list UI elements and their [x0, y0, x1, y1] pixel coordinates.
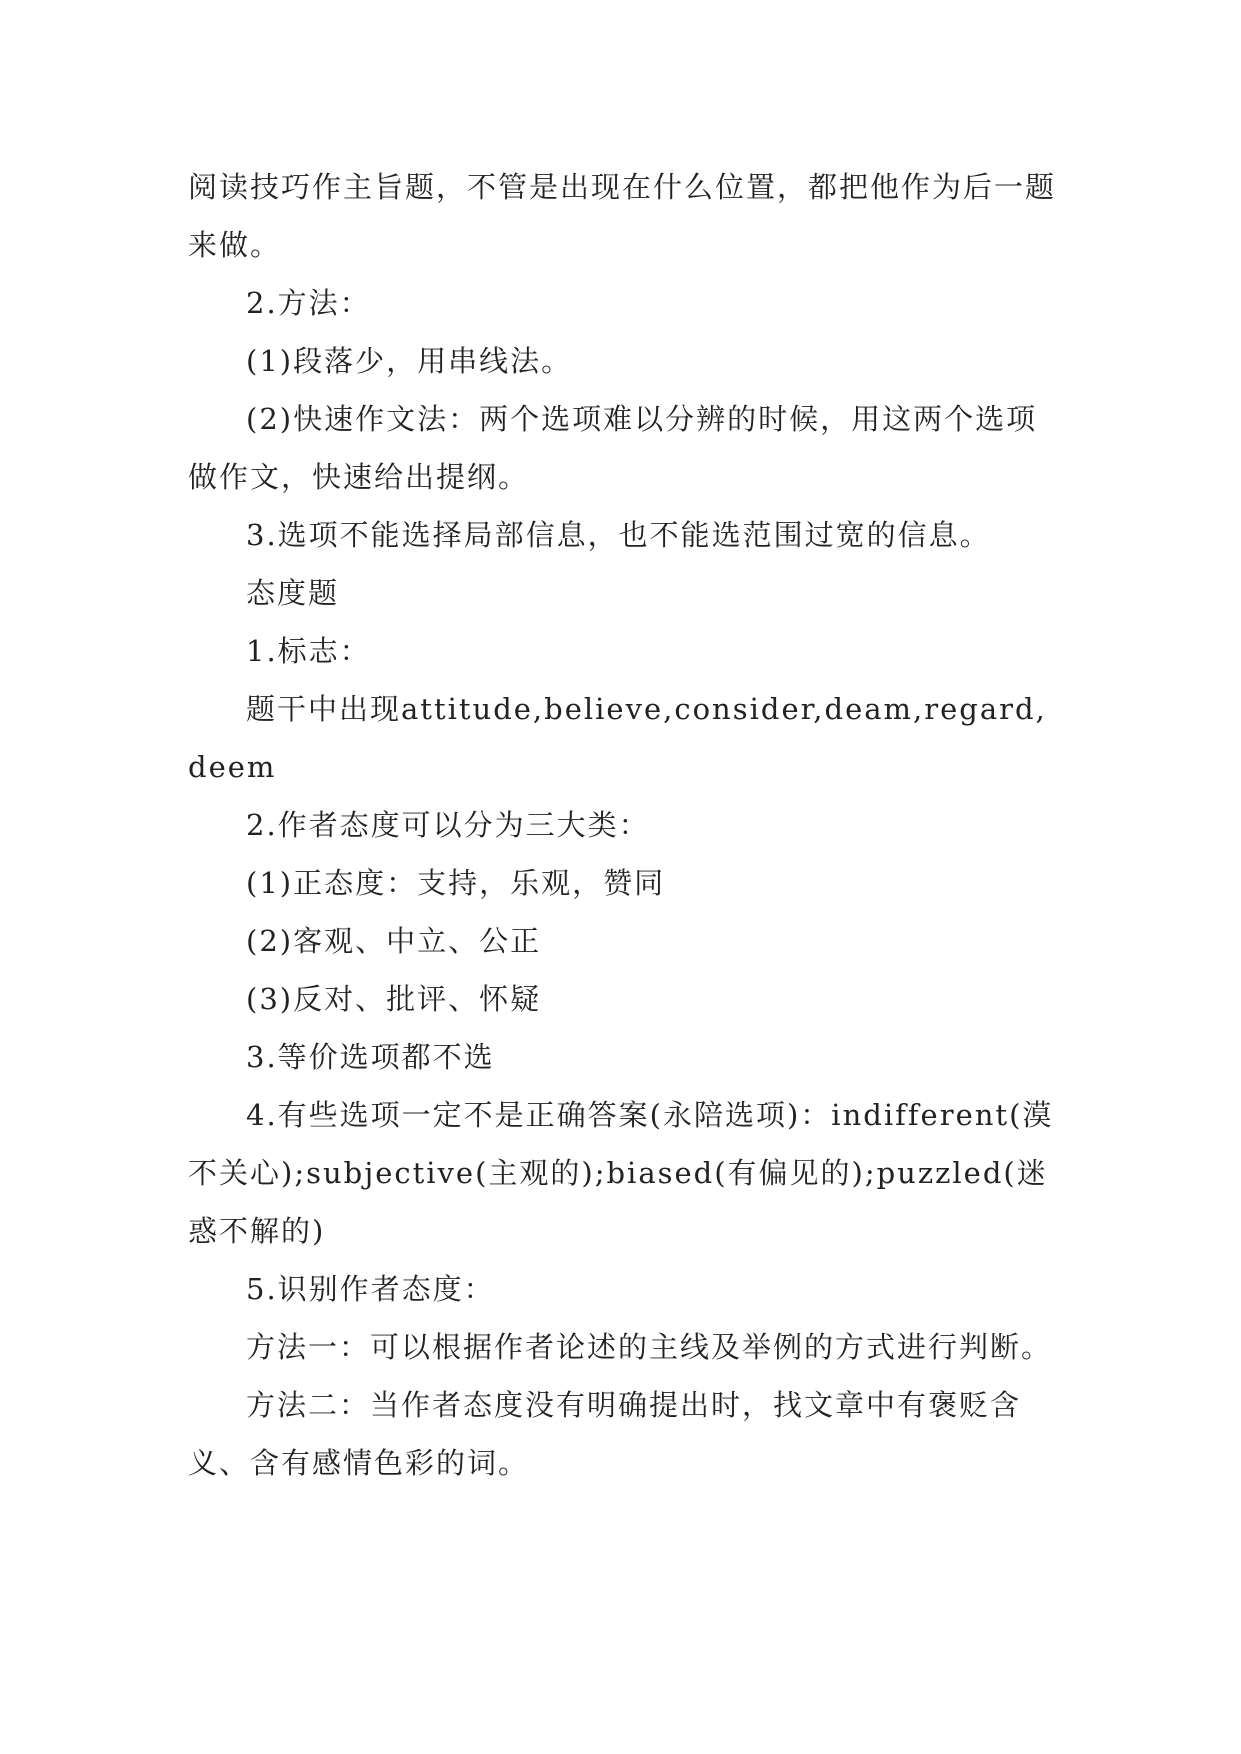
paragraph-identify-heading: 5.识别作者态度： [246, 1272, 495, 1306]
paragraph-option-rule: 3.选项不能选择局部信息，也不能选范围过宽的信息。 [246, 518, 991, 552]
section-heading-attitude: 态度题 [246, 576, 340, 610]
paragraph-signal-heading: 1.标志： [246, 634, 371, 668]
paragraph-attitude-positive: (1)正态度：支持，乐观，赞同 [246, 866, 666, 900]
paragraph-method-one: 方法一：可以根据作者论述的主线及举例的方式进行判断。 [246, 1330, 1053, 1364]
document-body [188, 158, 1058, 1492]
paragraph-method-two: 方法二：当作者态度没有明确提出时，找文章中有褒贬含义、含有感情色彩的词。 [188, 1388, 1022, 1480]
paragraph-signal-words: 题干中出现attitude,believe,consider,deam,regard,deem [188, 692, 1047, 784]
paragraph-equivalent-options: 3.等价选项都不选 [246, 1040, 495, 1074]
paragraph-method-1: (1)段落少，用串线法。 [246, 344, 573, 378]
paragraph-main-idea-tip: 阅读技巧作主旨题，不管是出现在什么位置，都把他作为后一题来做。 [188, 170, 1057, 262]
paragraph-method-2: (2)快速作文法：两个选项难以分辨的时候，用这两个选项做作文，快速给出提纲。 [188, 402, 1038, 494]
paragraph-method-heading: 2.方法： [246, 286, 371, 320]
paragraph-attitude-types: 2.作者态度可以分为三大类： [246, 808, 650, 842]
paragraph-attitude-negative: (3)反对、批评、怀疑 [246, 982, 542, 1016]
paragraph-attitude-neutral: (2)客观、中立、公正 [246, 924, 542, 958]
paragraph-wrong-options: 4.有些选项一定不是正确答案(永陪选项)：indifferent(漠不关心);subjective(主观的);biased(有偏见的);puzzled(迷惑不解的) [188, 1098, 1054, 1248]
